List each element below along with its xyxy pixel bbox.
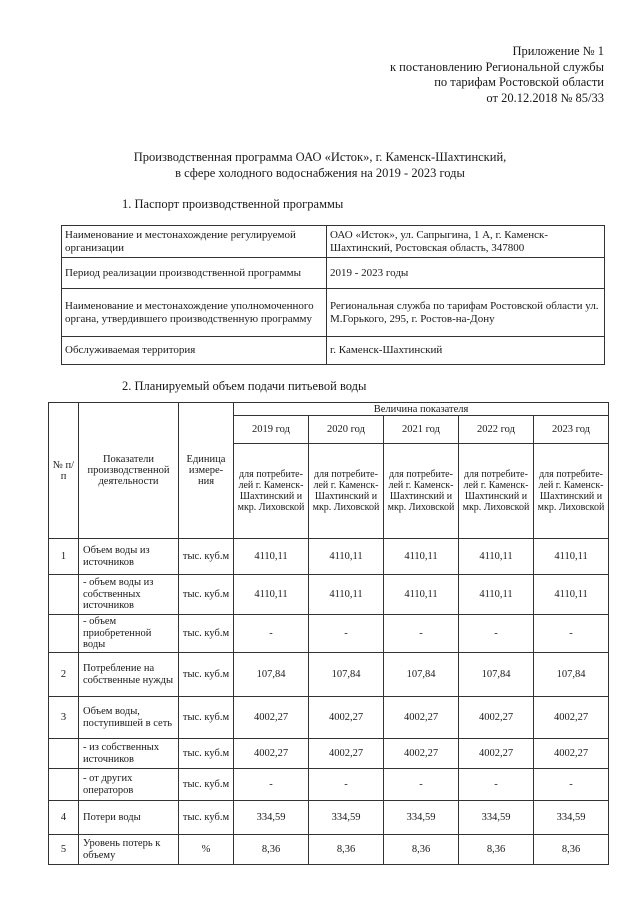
row-value: 334,59 bbox=[534, 801, 609, 835]
row-value: 4110,11 bbox=[309, 575, 384, 615]
row-indicator: Потребление на собственные нужды bbox=[79, 653, 179, 697]
passport-row bbox=[62, 226, 605, 258]
year-header: 2019 год bbox=[234, 416, 309, 444]
passport-row bbox=[62, 258, 605, 289]
row-unit: % bbox=[179, 835, 234, 865]
section-1-heading: 1. Паспорт производственной программы bbox=[122, 197, 344, 211]
row-value: 107,84 bbox=[309, 653, 384, 697]
header-unit: Единица измере-ния bbox=[179, 403, 234, 539]
row-unit: тыс. куб.м bbox=[179, 739, 234, 769]
row-unit: тыс. куб.м bbox=[179, 769, 234, 801]
row-num bbox=[49, 615, 79, 653]
annex-line: Приложение № 1 bbox=[512, 44, 604, 58]
passport-row bbox=[62, 289, 605, 337]
row-value: 4110,11 bbox=[384, 575, 459, 615]
row-value: 107,84 bbox=[534, 653, 609, 697]
consumer-cell: для потребите-лей г. Каменск-Шахтинский и мкр. Лиховской bbox=[459, 444, 534, 539]
row-unit: тыс. куб.м bbox=[179, 653, 234, 697]
row-indicator: Объем воды из источников bbox=[79, 539, 179, 575]
row-value: - bbox=[459, 769, 534, 801]
row-indicator: - от других операторов bbox=[79, 769, 179, 801]
row-value: 107,84 bbox=[384, 653, 459, 697]
header-row bbox=[49, 403, 609, 416]
row-value: - bbox=[309, 769, 384, 801]
row-value: 8,36 bbox=[234, 835, 309, 865]
row-indicator: - из собственных источников bbox=[79, 739, 179, 769]
row-value: 8,36 bbox=[459, 835, 534, 865]
annex-line: от 20.12.2018 № 85/33 bbox=[486, 90, 604, 105]
row-value: 4002,27 bbox=[309, 697, 384, 739]
row-value: - bbox=[384, 769, 459, 801]
row-value: - bbox=[459, 615, 534, 653]
row-indicator: Потери воды bbox=[79, 801, 179, 835]
passport-value: Региональная служба по тарифам Ростовской области ул. М.Горького, 295, г. Ростов-на-Дону bbox=[327, 289, 605, 337]
header-indicator: Показатели производственной деятельности bbox=[79, 403, 179, 539]
row-value: 334,59 bbox=[309, 801, 384, 835]
row-value: 4110,11 bbox=[234, 539, 309, 575]
consumer-cell: для потребите-лей г. Каменск-Шахтинский и мкр. Лиховской bbox=[534, 444, 609, 539]
row-unit: тыс. куб.м bbox=[179, 539, 234, 575]
passport-label: Обслуживаемая территория bbox=[62, 337, 327, 365]
row-unit: тыс. куб.м bbox=[179, 801, 234, 835]
title-line: в сфере холодного водоснабжения на 2019 - 2023 годы bbox=[175, 165, 465, 180]
row-unit: тыс. куб.м bbox=[179, 575, 234, 615]
table-row bbox=[49, 769, 609, 801]
row-value: 4110,11 bbox=[384, 539, 459, 575]
row-num: 5 bbox=[49, 835, 79, 865]
row-value: - bbox=[234, 615, 309, 653]
row-value: - bbox=[234, 769, 309, 801]
consumer-cell: для потребите-лей г. Каменск-Шахтинский и мкр. Лиховской bbox=[234, 444, 309, 539]
row-value: - bbox=[384, 615, 459, 653]
row-value: 4002,27 bbox=[534, 739, 609, 769]
header-value: Величина показателя bbox=[234, 403, 609, 416]
row-num: 1 bbox=[49, 539, 79, 575]
year-header: 2022 год bbox=[459, 416, 534, 444]
table-row bbox=[49, 835, 609, 865]
row-value: 4110,11 bbox=[309, 539, 384, 575]
row-value: 4002,27 bbox=[459, 697, 534, 739]
passport-label: Наименование и местонахождение уполномоченного органа, утвердившего производственную программу bbox=[62, 289, 327, 337]
passport-table bbox=[61, 225, 605, 365]
passport-label: Наименование и местонахождение регулируемой организации bbox=[62, 226, 327, 258]
row-value: 334,59 bbox=[459, 801, 534, 835]
row-value: - bbox=[534, 615, 609, 653]
row-value: 8,36 bbox=[309, 835, 384, 865]
row-value: 107,84 bbox=[459, 653, 534, 697]
row-value: 4002,27 bbox=[384, 697, 459, 739]
row-value: 8,36 bbox=[534, 835, 609, 865]
row-value: 4002,27 bbox=[534, 697, 609, 739]
passport-value: ОАО «Исток», ул. Сапрыгина, 1 А, г. Каменск-Шахтинский, Ростовская область, 347800 bbox=[327, 226, 605, 258]
row-value: - bbox=[534, 769, 609, 801]
annex-header bbox=[390, 44, 604, 106]
year-header: 2023 год bbox=[534, 416, 609, 444]
row-num: 3 bbox=[49, 697, 79, 739]
title-line: Производственная программа ОАО «Исток», г. Каменск-Шахтинский, bbox=[133, 150, 507, 164]
row-value: 4002,27 bbox=[234, 739, 309, 769]
row-value: 4002,27 bbox=[234, 697, 309, 739]
row-value: - bbox=[309, 615, 384, 653]
table-row bbox=[49, 801, 609, 835]
year-header: 2020 год bbox=[309, 416, 384, 444]
row-value: 107,84 bbox=[234, 653, 309, 697]
row-value: 334,59 bbox=[384, 801, 459, 835]
row-value: 4002,27 bbox=[459, 739, 534, 769]
row-unit: тыс. куб.м bbox=[179, 615, 234, 653]
row-value: 4110,11 bbox=[459, 539, 534, 575]
passport-row bbox=[62, 337, 605, 365]
table-row bbox=[49, 739, 609, 769]
row-value: 4110,11 bbox=[534, 575, 609, 615]
annex-line: к постановлению Региональной службы bbox=[389, 59, 604, 74]
table-row bbox=[49, 615, 609, 653]
row-indicator: - объем воды из собственных источников bbox=[79, 575, 179, 615]
row-indicator: Уровень потерь к объему bbox=[79, 835, 179, 865]
table-row bbox=[49, 575, 609, 615]
row-indicator: - объем приобретенной воды bbox=[79, 615, 179, 653]
row-num bbox=[49, 739, 79, 769]
row-indicator: Объем воды, поступившей в сеть bbox=[79, 697, 179, 739]
row-num: 2 bbox=[49, 653, 79, 697]
passport-label: Период реализации производственной программы bbox=[62, 258, 327, 289]
row-value: 4110,11 bbox=[534, 539, 609, 575]
row-value: 4110,11 bbox=[234, 575, 309, 615]
row-value: 334,59 bbox=[234, 801, 309, 835]
section-2-heading: 2. Планируемый объем подачи питьевой воды bbox=[122, 379, 367, 393]
consumer-cell: для потребите-лей г. Каменск-Шахтинский и мкр. Лиховской bbox=[384, 444, 459, 539]
annex-line: по тарифам Ростовской области bbox=[434, 75, 604, 89]
document-title bbox=[0, 150, 640, 181]
table-row bbox=[49, 653, 609, 697]
passport-value: 2019 - 2023 годы bbox=[327, 258, 605, 289]
row-value: 4002,27 bbox=[384, 739, 459, 769]
row-num bbox=[49, 575, 79, 615]
row-unit: тыс. куб.м bbox=[179, 697, 234, 739]
row-value: 4110,11 bbox=[459, 575, 534, 615]
year-header: 2021 год bbox=[384, 416, 459, 444]
row-num bbox=[49, 769, 79, 801]
row-value: 8,36 bbox=[384, 835, 459, 865]
row-num: 4 bbox=[49, 801, 79, 835]
table-row bbox=[49, 539, 609, 575]
row-value: 4002,27 bbox=[309, 739, 384, 769]
consumer-cell: для потребите-лей г. Каменск-Шахтинский и мкр. Лиховской bbox=[309, 444, 384, 539]
header-num: № п/п bbox=[49, 403, 79, 539]
table-row bbox=[49, 697, 609, 739]
passport-value: г. Каменск-Шахтинский bbox=[327, 337, 605, 365]
volume-table bbox=[48, 402, 609, 865]
